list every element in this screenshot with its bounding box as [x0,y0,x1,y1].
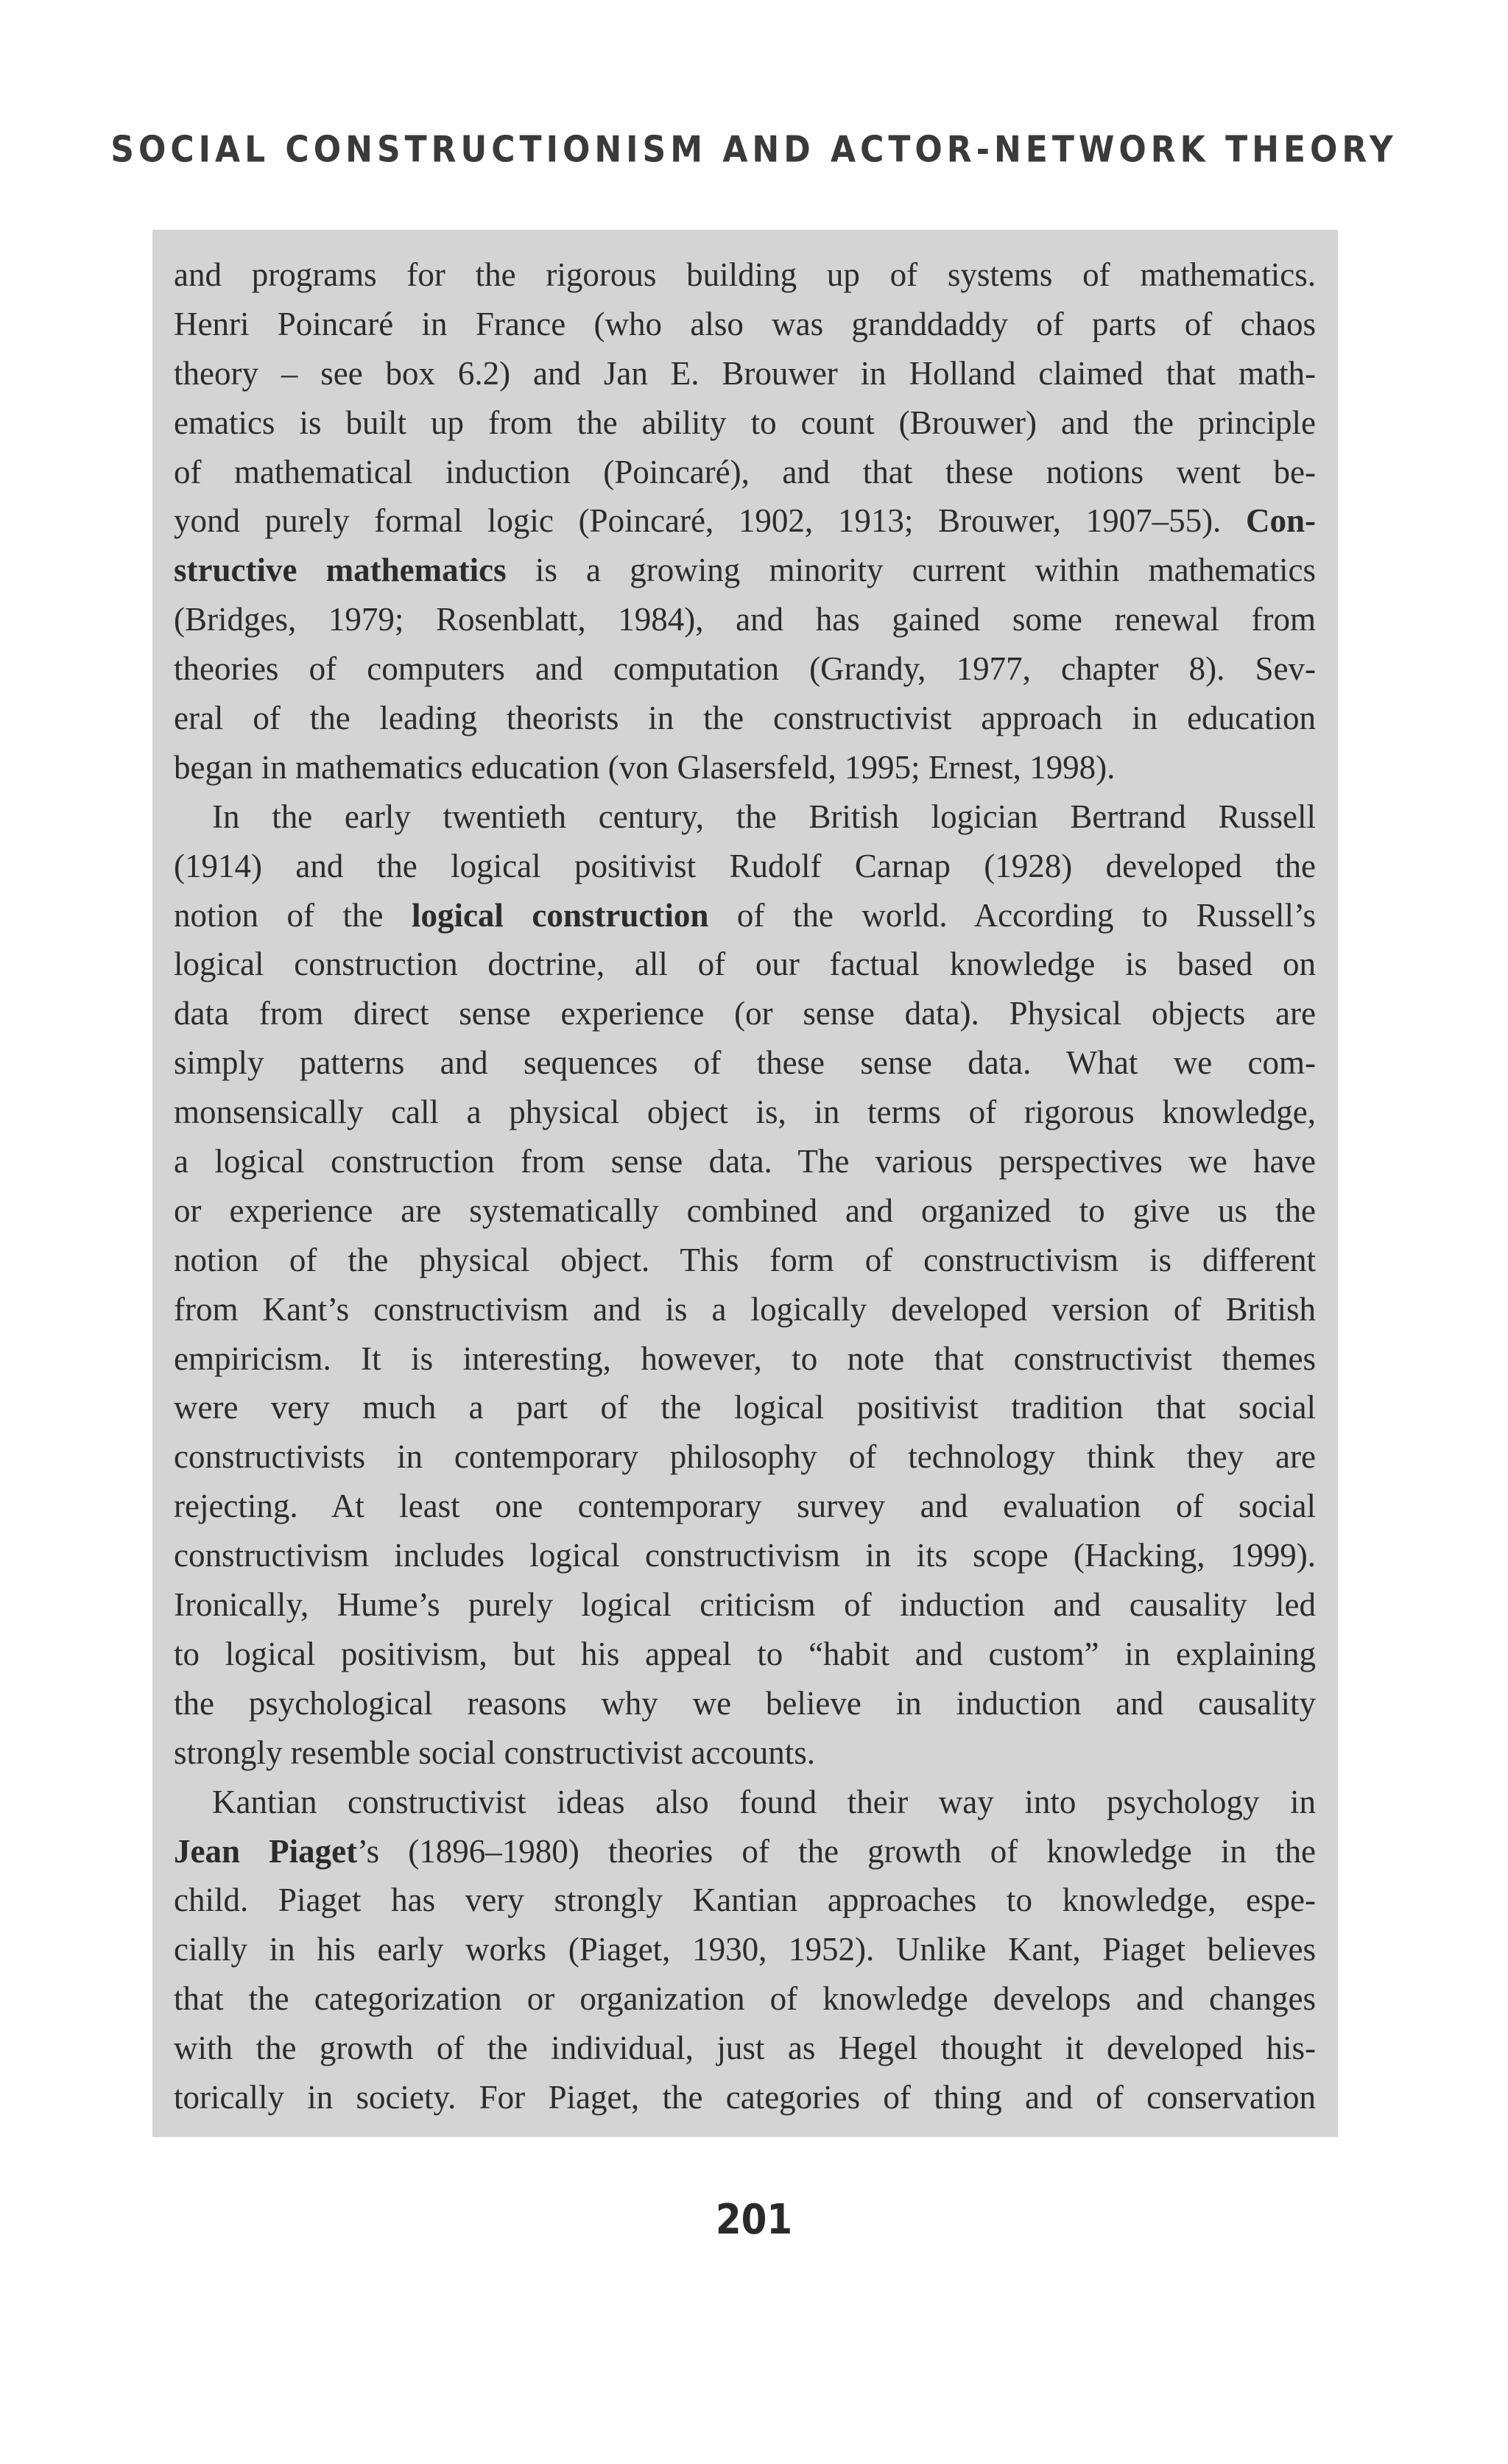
text-line: and programs for the rigorous building up of systems of mathematics. [174,256,1316,293]
text-line: child. Piaget has very strongly Kantian approaches to knowledge, espe- [174,1882,1316,1919]
text-line: cially in his early works (Piaget, 1930, 1952). Unlike Kant, Piaget believes [174,1931,1316,1968]
paragraph-3 [174,1778,1316,2122]
text-line: eral of the leading theorists in the constructivist approach in education [174,700,1316,737]
text-line: empiricism. It is interesting, however, to note that constructivist themes [174,1340,1316,1377]
text-line: Kantian constructivist ideas also found their way into psychology in [212,1783,1316,1820]
text-line: with the growth of the individual, just as Hegel thought it developed his- [174,2030,1316,2067]
text-line: strongly resemble social constructivist accounts. [174,1733,816,1771]
text-run: yond purely formal logic (Poincaré, 1902, 1913; Brouwer, 1907–55). [174,502,1222,540]
text-line: a logical construction from sense data. The various perspectives we have [174,1143,1316,1180]
shaded-text-box [152,230,1338,2137]
text-run: is a growing minority current within mathematics [506,552,1316,589]
text-line: (Bridges, 1979; Rosenblatt, 1984), and has gained some renewal from [174,601,1316,638]
text-line: theory – see box 6.2) and Jan E. Brouwer in Holland claimed that math- [174,354,1316,392]
text-line: constructivism includes logical constructivism in its scope (Hacking, 1999). [174,1537,1316,1574]
text-line: logical construction doctrine, all of our factual knowledge is based on [174,946,1316,983]
text-line: from Kant’s constructivism and is a logically developed version of British [174,1290,1316,1328]
page-number: 201 [715,2195,793,2244]
text-line: data from direct sense experience (or sense data). Physical objects are [174,995,1316,1032]
paragraph-2 [174,792,1316,1778]
text-line: or experience are systematically combined and organized to give us the [174,1191,1316,1229]
text-line: theories of computers and computation (Grandy, 1977, chapter 8). Sev- [174,650,1316,688]
text-line [174,891,1316,940]
text-line: to logical positivism, but his appeal to “habit and custom” in explaining [174,1635,1316,1672]
text-line [174,496,1316,546]
text-line: rejecting. At least one contemporary survey and evaluation of social [174,1488,1316,1525]
bold-term: logical construction [411,896,709,934]
text-line: Ironically, Hume’s purely logical criticism of induction and causality led [174,1586,1316,1624]
text-run: ’s (1896–1980) theories of the growth of knowledge in the [357,1832,1316,1870]
text-line: (1914) and the logical positivist Rudolf Carnap (1928) developed the [174,847,1316,884]
text-line: that the categorization or organization of knowledge develops and changes [174,1980,1316,2018]
text-run: notion of the [174,896,412,934]
bold-term: structive mathematics [174,552,507,589]
text-line: ematics is built up from the ability to count (Brouwer) and the principle [174,404,1316,441]
text-line: of mathematical induction (Poincaré), and that these notions went be- [174,453,1316,490]
text-line [174,1827,1316,1876]
text-line: constructivists in contemporary philosophy of technology think they are [174,1438,1316,1476]
text-line: Henri Poincaré in France (who also was granddaddy of parts of chaos [174,305,1316,342]
paragraph-1 [174,250,1316,792]
bold-term: Con- [1245,502,1316,540]
text-line: began in mathematics education (von Glasersfeld, 1995; Ernest, 1998). [174,748,1116,786]
text-line: torically in society. For Piaget, the categories of thing and of conservation [174,2078,1316,2116]
text-line: the psychological reasons why we believe in induction and causality [174,1684,1316,1722]
bold-term: Jean Piaget [174,1832,358,1870]
text-run: of the world. According to Russell’s [708,896,1317,934]
text-line: were very much a part of the logical positivist tradition that social [174,1389,1316,1426]
running-head: SOCIAL CONSTRUCTIONISM AND ACTOR-NETWORK THEORY [110,128,1398,172]
text-line: simply patterns and sequences of these sense data. What we com- [174,1044,1316,1082]
text-line: monsensically call a physical object is, in terms of rigorous knowledge, [174,1094,1316,1131]
text-line: notion of the physical object. This form of constructivism is different [174,1241,1316,1278]
text-line: In the early twentieth century, the British logician Bertrand Russell [212,798,1316,835]
text-line [174,546,1316,595]
